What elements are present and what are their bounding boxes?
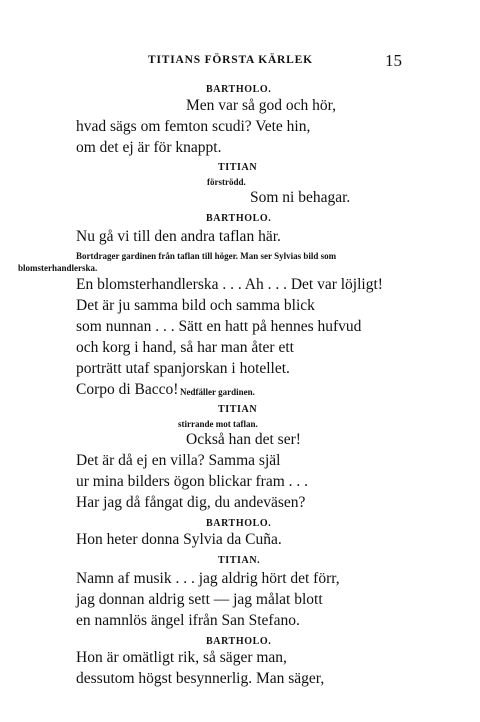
verse-line: Det är ju samma bild och samma blick — [76, 297, 315, 314]
speaker-name: TITIAN — [218, 162, 258, 173]
page-number: 15 — [385, 51, 402, 70]
verse-line: en namnlös ängel ifrån San Stefano. — [76, 612, 300, 629]
verse-line: Nu gå vi till den andra taflan här. — [76, 228, 281, 245]
verse-line: porträtt utaf spanjorskan i hotellet. — [76, 360, 290, 377]
verse-line: som nunnan . . . Sätt en hatt på hennes hufvud — [76, 318, 362, 335]
speaker-name: BARTHOLO. — [206, 213, 272, 224]
speaker-name: BARTHOLO. — [206, 518, 272, 529]
verse-line: ur mina bilders ögon blickar fram . . . — [76, 473, 309, 490]
speaker-name: BARTHOLO. — [206, 636, 272, 647]
verse-line: Det är då ej en villa? Samma själ — [76, 452, 281, 469]
verse-line: om det ej är för knappt. — [76, 139, 222, 156]
verse-line: dessutom högst besynnerlig. Man säger, — [76, 670, 325, 687]
speaker-name: BARTHOLO. — [206, 84, 272, 95]
verse-line: Men var så god och hör, — [186, 97, 337, 114]
stage-direction: stirrande mot taflan. — [178, 419, 258, 429]
verse-line: Har jag då fångat dig, du andeväsen? — [76, 494, 306, 511]
running-title: TITIANS FÖRSTA KÄRLEK — [148, 54, 313, 66]
stage-direction: förströdd. — [207, 177, 246, 187]
speaker-name: TITIAN — [218, 404, 258, 415]
verse-line: Corpo di Bacco! — [76, 381, 179, 398]
verse-line: En blomsterhandlerska . . . Ah . . . Det var löjligt! — [76, 276, 383, 293]
verse-line: Hon heter donna Sylvia da Cuña. — [76, 531, 282, 548]
verse-line: Hon är omätligt rik, så säger man, — [76, 649, 287, 666]
verse-line: Också han det ser! — [186, 431, 301, 448]
verse-line: Som ni behagar. — [250, 189, 351, 206]
stage-direction: Bortdrager gardinen från taflan till höger. Man ser Sylvias bild som — [76, 251, 337, 261]
stage-direction: blomsterhandlerska. — [18, 263, 98, 273]
verse-line: hvad sägs om femton scudi? Vete hin, — [76, 118, 311, 135]
verse-line: Namn af musik . . . jag aldrig hört det förr, — [76, 570, 340, 587]
verse-line: jag donnan aldrig sett — jag målat blott — [76, 591, 323, 608]
verse-line: och korg i hand, så har man åter ett — [76, 339, 294, 356]
stage-direction: Nedfäller gardinen. — [180, 387, 255, 397]
speaker-name: TITIAN. — [218, 555, 261, 566]
